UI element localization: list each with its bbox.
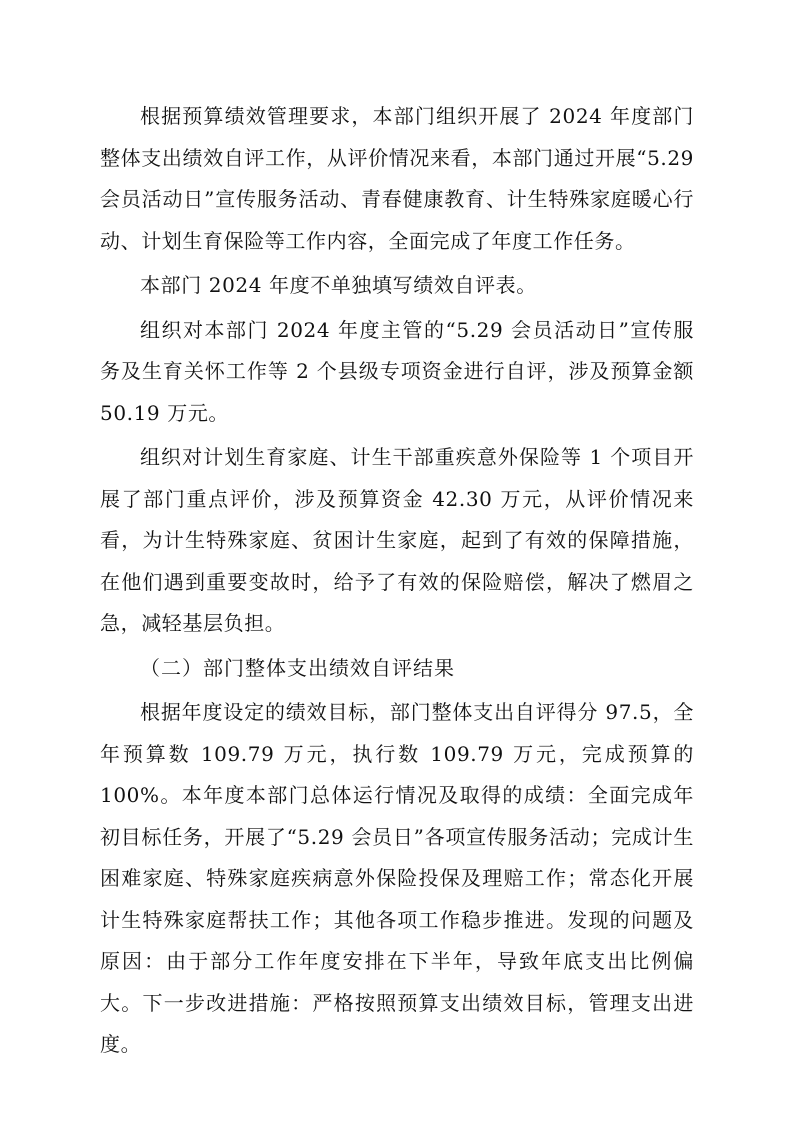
paragraph-no-separate-form: 本部门 2024 年度不单独填写绩效自评表。 bbox=[140, 273, 537, 297]
document-body bbox=[100, 96, 694, 1069]
paragraph-key-evaluation: 组织对计划生育家庭、计生干部重疾意外保险等 1 个项目开展了部门重点评价，涉及预算资金 42.30 万元，从评价情况来看，为计生特殊家庭、贫困计生家庭，起到了有效的保障措施，在他们遇到重要变故时，给予了有效的保险赔偿，解决了燃眉之急，减轻基层负担。 bbox=[100, 445, 694, 635]
section-heading: （二）部门整体支出绩效自评结果 bbox=[140, 655, 455, 680]
paragraph-self-evaluation-overview: 根据预算绩效管理要求，本部门组织开展了 2024 年度部门整体支出绩效自评工作，从评价情况来看，本部门通过开展“5.29会员活动日”宣传服务活动、青春健康教育、计生特殊家庭暖心行动、计划生育保险等工作内容，全面完成了年度工作任务。 bbox=[100, 104, 694, 253]
paragraph-special-funds: 组织对本部门 2024 年度主管的“5.29 会员活动日”宣传服务及生育关怀工作等 2 个县级专项资金进行自评，涉及预算金额50.19 万元。 bbox=[100, 317, 694, 425]
paragraph-results: 根据年度设定的绩效目标，部门整体支出自评得分 97.5，全年预算数 109.79 万元，执行数 109.79 万元，完成预算的 100%。本年度本部门总体运行情况及取得的成绩：全面完成年初目标任务，开展了“5.29 会员日”各项宣传服务活动；完成计生困难家庭、特殊家庭疾病意外保险投保及理赔工作；常态化开展计生特殊家庭帮扶工作；其他各项工作稳步推进。发现的问题及原因：由于部分工作年度安排在下半年，导致年底支出比例偏大。下一步改进措施：严格按照预算支出绩效目标，管理支出进度。 bbox=[100, 700, 694, 1056]
